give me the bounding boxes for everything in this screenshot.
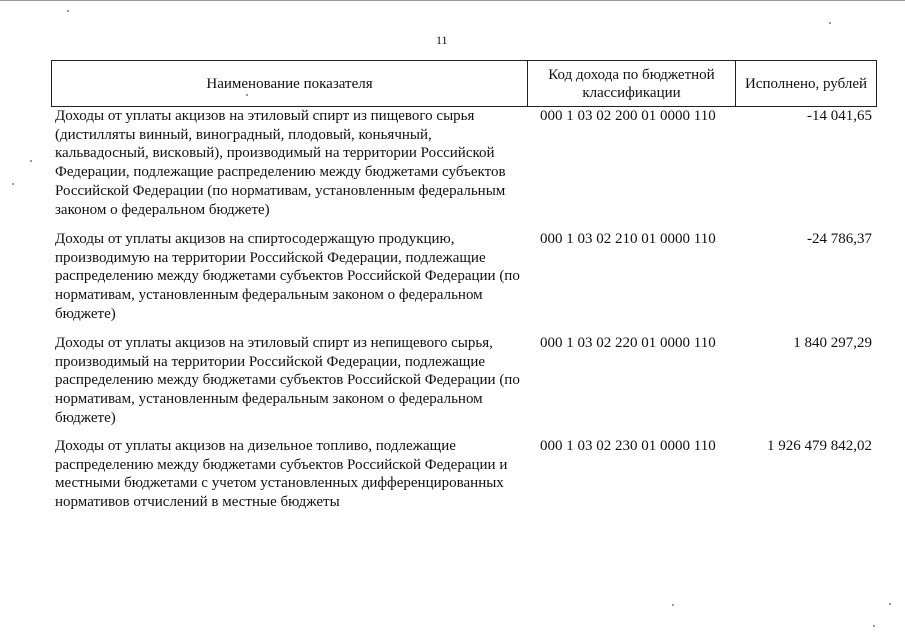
row-indicator-name: Доходы от уплаты акцизов на дизельное топливо, подлежащие распределению между бюджетами субъектов Российской Федерации и местными бюджетами с учетом установленных дифференцированных нормативов отчислений в местные бюджеты bbox=[55, 438, 508, 511]
header-budget-code: Код дохода по бюджетной классификации bbox=[527, 61, 735, 106]
scan-speck bbox=[889, 603, 891, 605]
page-number: 11 bbox=[436, 33, 448, 47]
row-indicator-name: Доходы от уплаты акцизов на этиловый спирт из пищевого сырья (дистилляты винный, виноградный, плодовый, коньячный, кальвадосный, вискoвый), производимый на территории Российской Федерации, подлежащие распределению между бюджетами субъектов Российской Федерации (по нормативам, установленным федеральным законом о федеральном бюджете) bbox=[55, 108, 506, 218]
row-budget-code: 000 1 03 02 210 01 0000 110 bbox=[540, 231, 716, 247]
row-indicator-name: Доходы от уплаты акцизов на спиртосодержащую продукцию, производимую на территории Российской Федерации, подлежащие распределению между бюджетами субъектов Российской Федерации (по нормативам, установленным федеральным законом о федеральном бюджете) bbox=[55, 231, 520, 322]
row-budget-code: 000 1 03 02 200 01 0000 110 bbox=[540, 108, 716, 124]
scan-speck bbox=[829, 22, 831, 24]
row-budget-code: 000 1 03 02 220 01 0000 110 bbox=[540, 335, 716, 351]
page-top-edge bbox=[0, 0, 905, 1]
scan-speck bbox=[873, 625, 875, 627]
row-budget-code: 000 1 03 02 230 01 0000 110 bbox=[540, 438, 716, 454]
header-executed-amount: Исполнено, рублей bbox=[735, 61, 876, 106]
revenue-table bbox=[51, 60, 877, 511]
scan-speck bbox=[246, 94, 248, 96]
scan-speck bbox=[12, 183, 14, 185]
row-executed-amount: -14 041,65 bbox=[807, 108, 872, 124]
header-indicator-name: Наименование показателя bbox=[206, 75, 373, 92]
row-executed-amount: 1 840 297,29 bbox=[793, 335, 872, 351]
row-indicator-name: Доходы от уплаты акцизов на этиловый спирт из непищевого сырья, производимый на территории Российской Федерации, подлежащие распределению между бюджетами субъектов Российской Федерации (по нормативам, установленным федеральным законом о федеральном бюджете) bbox=[55, 335, 520, 426]
scan-speck bbox=[30, 160, 32, 162]
scan-speck bbox=[67, 10, 69, 12]
row-executed-amount: -24 786,37 bbox=[807, 231, 872, 247]
table-header-row bbox=[51, 60, 877, 107]
scan-speck bbox=[672, 604, 674, 606]
row-executed-amount: 1 926 479 842,02 bbox=[767, 438, 872, 454]
